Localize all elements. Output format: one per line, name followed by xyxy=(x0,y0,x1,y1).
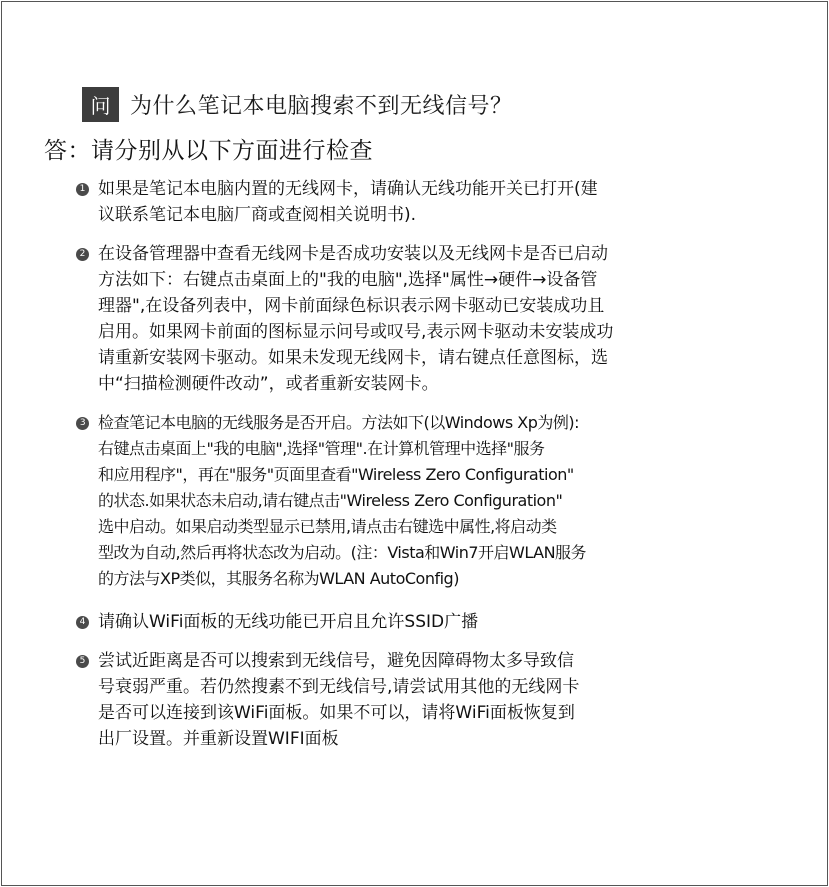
number-badge: 1 xyxy=(76,183,89,196)
number-badge: 5 xyxy=(76,655,89,668)
item-line: 的方法与XP类似，其服务名称为WLAN AutoConfig) xyxy=(98,569,459,588)
item-line: 检查笔记本电脑的无线服务是否开启。方法如下(以Windows Xp为例): xyxy=(98,413,580,432)
answer-heading: 答：请分别从以下方面进行检查 xyxy=(44,138,373,164)
item-line: 的状态.如果状态未启动,请右键点击"Wireless Zero Configuration" xyxy=(98,491,563,510)
item-line: 右键点击桌面上"我的电脑",选择"管理".在计算机管理中选择"服务 xyxy=(98,439,545,458)
item-line: 请确认WiFi面板的无线功能已开启且允许SSID广播 xyxy=(98,612,479,632)
list-item xyxy=(76,609,756,635)
item-line: 选中启动。如果启动类型显示已禁用,请点击右键选中属性,将启动类 xyxy=(98,517,557,536)
item-line: 是否可以连接到该WiFi面板。如果不可以，请将WiFi面板恢复到 xyxy=(98,703,575,723)
list-item xyxy=(76,648,756,752)
item-line: 号衰弱严重。若仍然搜素不到无线信号,请尝试用其他的无线网卡 xyxy=(98,677,580,697)
item-line: 中“扫描检测硬件改动”，或者重新安装网卡。 xyxy=(98,374,439,394)
item-line: 和应用程序"，再在"服务"页面里查看"Wireless Zero Configuration" xyxy=(98,465,574,484)
list-item xyxy=(76,241,756,397)
item-line: 在设备管理器中查看无线网卡是否成功安装以及无线网卡是否已启动 xyxy=(98,244,608,264)
item-line: 出厂设置。并重新设置WIFI面板 xyxy=(98,729,339,749)
item-line: 型改为自动,然后再将状态改为启动。(注：Vista和Win7开启WLAN服务 xyxy=(98,543,587,562)
list-item xyxy=(76,410,756,592)
number-badge: 4 xyxy=(76,616,89,629)
item-line: 理器",在设备列表中，网卡前面绿色标识表示网卡驱动已安装成功且 xyxy=(98,296,605,316)
question-header xyxy=(82,87,513,122)
item-line: 启用。如果网卡前面的图标显示问号或叹号,表示网卡驱动未安装成功 xyxy=(98,322,614,342)
list-item xyxy=(76,176,756,228)
item-line: 议联系笔记本电脑厂商或查阅相关说明书). xyxy=(98,205,417,225)
item-line: 方法如下：右键点击桌面上的"我的电脑",选择"属性→硬件→设备管 xyxy=(98,270,598,290)
number-badge: 3 xyxy=(76,417,89,430)
item-line: 尝试近距离是否可以搜索到无线信号，避免因障碍物太多导致信 xyxy=(98,651,574,671)
checklist xyxy=(76,176,756,752)
item-line: 请重新安装网卡驱动。如果未发现无线网卡，请右键点任意图标，选 xyxy=(98,348,608,368)
item-line: 如果是笔记本电脑内置的无线网卡，请确认无线功能开关已打开(建 xyxy=(98,179,598,199)
question-badge: 问 xyxy=(82,87,119,122)
question-title: 为什么笔记本电脑搜索不到无线信号？ xyxy=(130,94,513,119)
number-badge: 2 xyxy=(76,248,89,261)
